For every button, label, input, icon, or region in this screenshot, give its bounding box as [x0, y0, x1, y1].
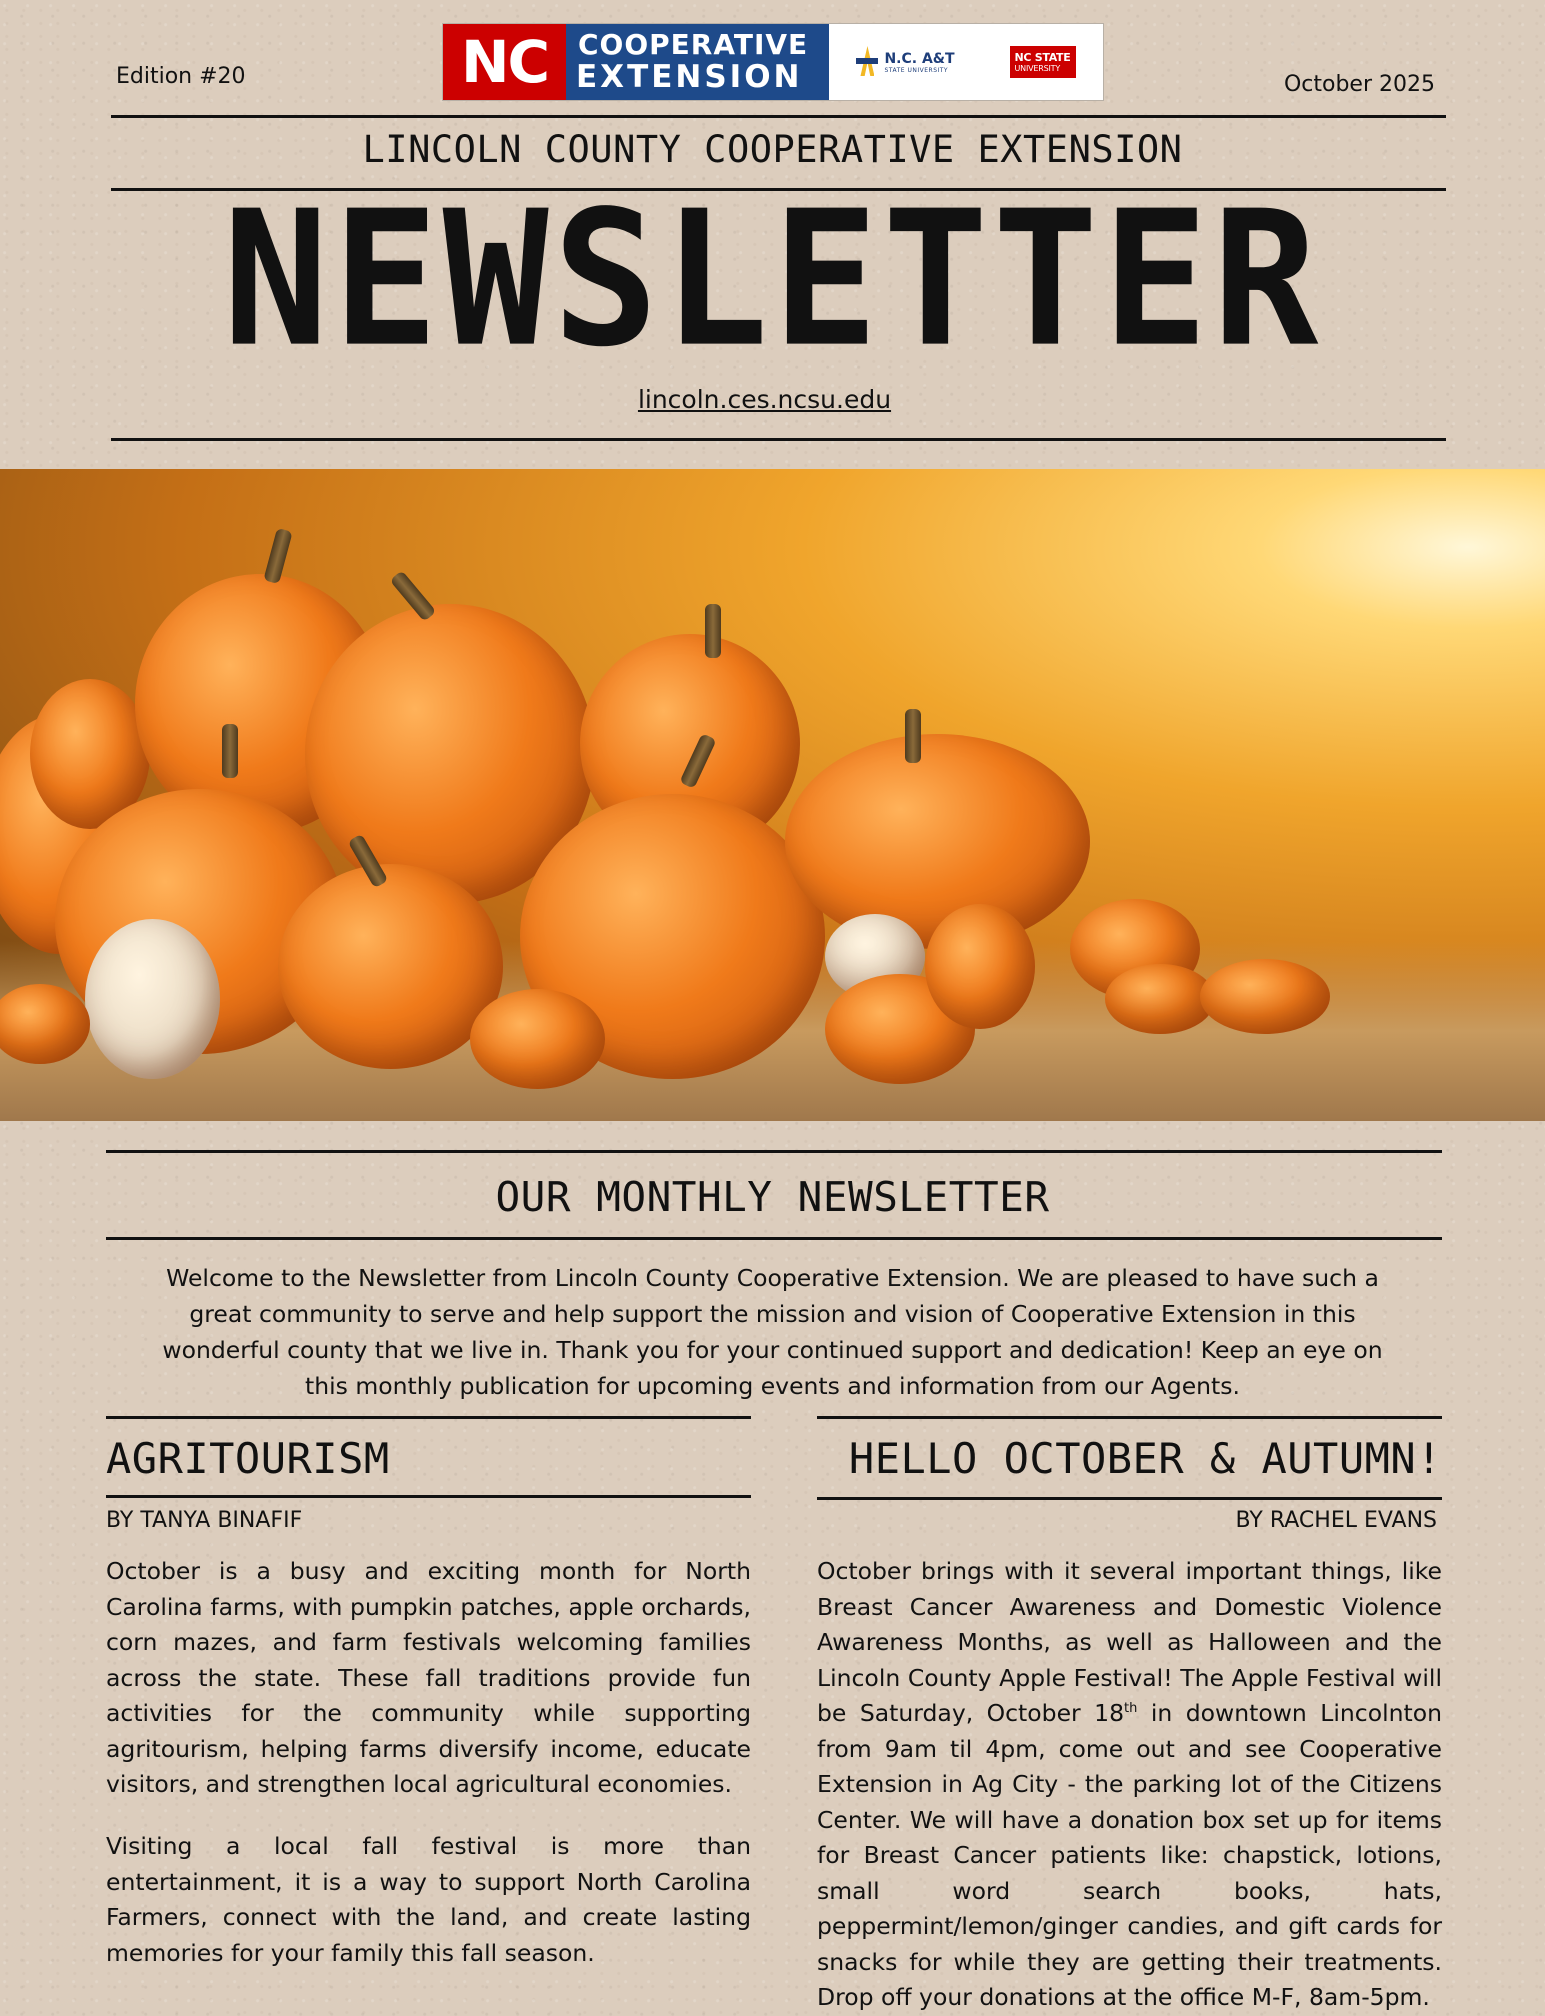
october-heading: HELLO OCTOBER & AUTUMN!	[848, 1434, 1442, 1483]
right-byline: BY RACHEL EVANS	[1235, 1508, 1437, 1533]
october-text-before: October brings with it several important things, like Breast Cancer Awareness and Domestic Violence Awareness Months, as well as Halloween and the Lincoln County Apple Festival! The Apple Festival will be Saturday, October 18	[817, 1557, 1442, 1727]
pumpkin-photo	[0, 469, 1545, 1121]
agritourism-heading: AGRITOURISM	[106, 1434, 390, 1483]
pumpkin-stem	[705, 604, 721, 658]
left-byline: BY TANYA BINAFIF	[106, 1508, 303, 1533]
cooperative-extension-logo	[442, 23, 1104, 101]
agritourism-paragraph-2: Visiting a local fall festival is more than entertainment, it is a way to support North Carolina Farmers, connect with the land, and create lasting memories for your family this fall season.	[106, 1832, 751, 1967]
section-rule-top	[106, 1150, 1442, 1153]
right-column-rule-top	[817, 1416, 1442, 1419]
website-link[interactable]: lincoln.ces.ncsu.edu	[637, 385, 892, 414]
issue-date: October 2025	[1283, 72, 1435, 97]
nc-logo-mark: NC	[443, 24, 566, 100]
section-rule-bottom	[106, 1237, 1442, 1240]
pumpkin-stem	[905, 709, 921, 763]
small-pumpkin	[1105, 964, 1215, 1034]
ncstate-name: NC STATE	[1014, 51, 1071, 64]
white-gourd	[85, 919, 220, 1079]
gourd	[925, 904, 1035, 1029]
logo-line1: COOPERATIVE	[578, 28, 809, 61]
ncat-logo	[856, 46, 954, 78]
section-title: OUR MONTHLY NEWSLETTER	[495, 1173, 1050, 1221]
masthead-title: NEWSLETTER	[222, 170, 1323, 389]
organization-name: LINCOLN COUNTY COOPERATIVE EXTENSION	[362, 128, 1183, 171]
date-suffix: th	[1124, 1701, 1138, 1717]
ncat-sub: STATE UNIVERSITY	[884, 66, 949, 74]
edition-number: Edition #20	[116, 64, 246, 89]
pumpkin	[785, 734, 1090, 949]
pumpkin-stem	[263, 528, 292, 584]
intro-paragraph: Welcome to the Newsletter from Lincoln County Cooperative Extension. We are pleased to have such a great community to serve and help support the mission and vision of Cooperative Extension in this wonderful county that we live in. Thank you for your continued support and dedication! Keep an eye on this monthly publication for upcoming events and information from our Agents.	[162, 1264, 1383, 1400]
ncstate-sub: UNIVERSITY	[1014, 64, 1061, 73]
small-pumpkin	[470, 989, 605, 1089]
agritourism-paragraph-1: October is a busy and exciting month for North Carolina farms, with pumpkin patches, apple orchards, corn mazes, and farm festivals welcoming families across the state. These fall traditions provide fun activities for the community while supporting agritourism, helping farms diversify income, educate visitors, and strengthen local agricultural economies.	[106, 1557, 751, 1798]
left-column-rule-bottom	[106, 1495, 751, 1498]
pumpkin-stem	[222, 724, 238, 778]
aggie-a-icon	[856, 46, 878, 78]
right-column-rule-bottom	[817, 1497, 1442, 1500]
ncstate-logo	[1010, 46, 1076, 78]
october-paragraph	[817, 1554, 1442, 2016]
header-rule-3	[111, 438, 1446, 441]
header-rule-1	[111, 115, 1446, 118]
extension-wordmark	[566, 24, 829, 100]
ncat-name: N.C. A&T	[884, 50, 955, 67]
partner-logos	[829, 24, 1103, 100]
left-column-rule-top	[106, 1416, 751, 1419]
logo-line2: EXTENSION	[576, 59, 803, 95]
small-pumpkin	[1200, 959, 1330, 1034]
october-text-after: in downtown Lincolnton from 9am til 4pm, come out and see Cooperative Extension in Ag City - the parking lot of the Citizens Center. We will have a donation box set up for items for Breast Cancer patients like: chapstick, lotions, small word search books, hats, peppermint/lemon/ginger candies, and gift cards for snacks for while they are getting their treatments. Drop off your donations at the office M-F, 8am-5pm.	[817, 1699, 1442, 2011]
